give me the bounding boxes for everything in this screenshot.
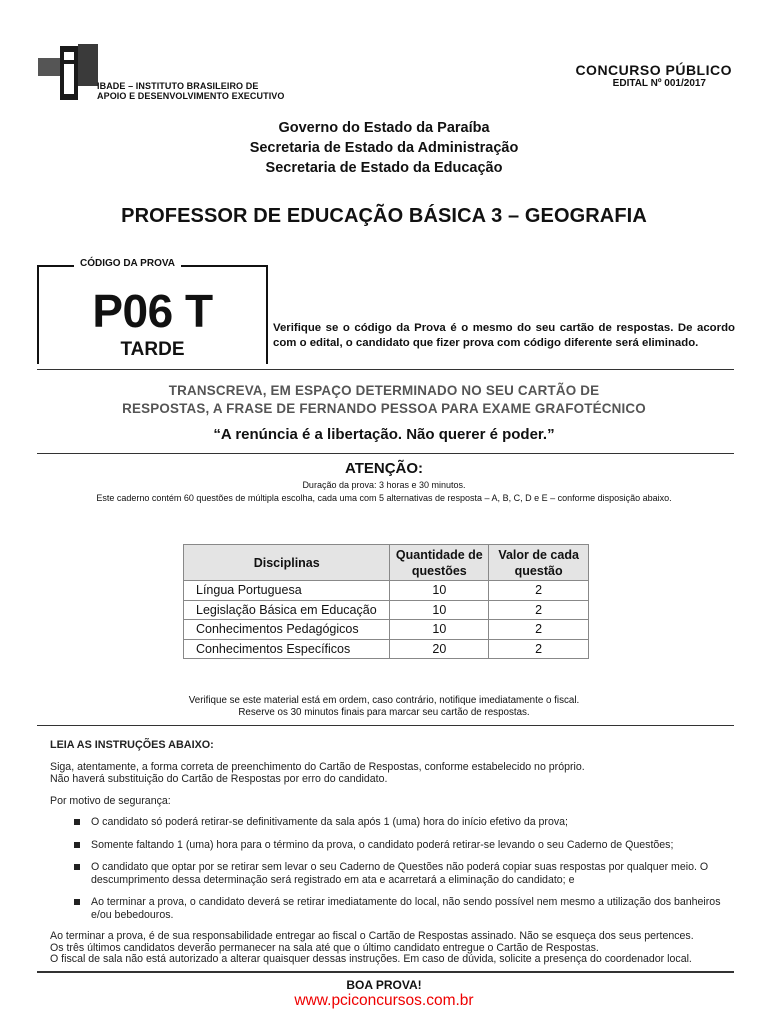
- institute-name-line1: IBADE – INSTITUTO BRASILEIRO DE: [97, 81, 259, 91]
- exam-code: P06 T: [92, 285, 213, 337]
- instructions-section: [50, 739, 730, 966]
- table-row: [184, 581, 589, 601]
- list-item: O candidato só poderá retirar-se definitivamente da sala após 1 (uma) hora do início efetivo da prova;: [74, 816, 730, 829]
- check-material-notice: [0, 695, 768, 719]
- table-cell: Conhecimentos Pedagógicos: [184, 620, 390, 640]
- divider: [37, 369, 734, 370]
- closing-line: O fiscal de sala não está autorizado a alterar quaisquer dessas instruções. Em caso de dúvida, solicite a presença do coordenador local.: [50, 953, 692, 965]
- table-cell: 2: [489, 620, 589, 640]
- security-heading: Por motivo de segurança:: [50, 794, 171, 807]
- transcribe-line1: TRANSCREVA, EM ESPAÇO DETERMINADO NO SEU CARTÃO DE: [168, 383, 600, 398]
- check-material-line2: Reserve os 30 minutos finais para marcar seu cartão de respostas.: [238, 707, 530, 718]
- government-line: Secretaria de Estado da Administração: [249, 140, 519, 156]
- instructions-closing: [50, 931, 730, 966]
- closing-line: Os três últimos candidatos deverão permanecer na sala até que o último candidato entregue o Cartão de Respostas.: [50, 941, 599, 954]
- government-line: Governo do Estado da Paraíba: [278, 120, 490, 136]
- instructions-intro2: Não haverá substituição do Cartão de Respostas por erro do candidato.: [50, 773, 388, 785]
- institute-name-line2: APOIO E DESENVOLVIMENTO EXECUTIVO: [97, 91, 285, 101]
- exam-code-label: CÓDIGO DA PROVA: [74, 258, 181, 269]
- ibade-logo-icon: [38, 44, 98, 100]
- table-header-row: [184, 545, 589, 581]
- table-cell: 20: [390, 639, 489, 659]
- transcribe-line2: RESPOSTAS, A FRASE DE FERNANDO PESSOA PARA EXAME GRAFOTÉCNICO: [122, 401, 646, 416]
- attention-title: ATENÇÃO:: [344, 460, 424, 477]
- good-luck: BOA PROVA!: [346, 978, 422, 992]
- government-line: Secretaria de Estado da Educação: [265, 160, 503, 176]
- exam-title: PROFESSOR DE EDUCAÇÃO BÁSICA 3 – GEOGRAFIA: [121, 205, 647, 227]
- table-cell: Conhecimentos Específicos: [184, 639, 390, 659]
- pessoa-quote: “A renúncia é a libertação. Não querer é poder.”: [213, 426, 555, 443]
- table-cell: Legislação Básica em Educação: [184, 600, 390, 620]
- closing-line: Ao terminar a prova, é de sua responsabilidade entregar ao fiscal o Cartão de Respostas assinado. Não se esqueça dos seus pertences.: [50, 930, 694, 942]
- table-cell: 10: [390, 581, 489, 601]
- table-header-cell: Disciplinas: [184, 545, 390, 581]
- instructions-intro: [50, 761, 730, 786]
- table-row: [184, 620, 589, 640]
- contest-header: [575, 62, 732, 89]
- table-header-cell: Valor de cada questão: [489, 545, 589, 581]
- table-cell: Língua Portuguesa: [184, 581, 390, 601]
- contest-title: CONCURSO PÚBLICO: [575, 62, 732, 78]
- instructions-intro1: Siga, atentamente, a forma correta de preenchimento do Cartão de Respostas, conforme estabelecido no próprio.: [50, 760, 585, 773]
- table-cell: 10: [390, 620, 489, 640]
- table-row: [184, 600, 589, 620]
- institute-name: [97, 81, 285, 101]
- list-item: O candidato que optar por se retirar sem levar o seu Caderno de Questões não poderá copiar suas respostas por qualquer meio. O descumprimento dessa determinação será registrado em ata e acarretará a eliminação do candidato; e: [74, 861, 730, 886]
- table-cell: 2: [489, 581, 589, 601]
- divider: [37, 971, 734, 973]
- check-material-line1: Verifique se este material está em ordem, caso contrário, notifique imediatamente o fiscal.: [188, 695, 580, 706]
- list-item: Ao terminar a prova, o candidato deverá se retirar imediatamente do local, não sendo possível nem mesmo a utilização dos banheiros e/ou bebedouros.: [74, 896, 730, 921]
- exam-shift: TARDE: [120, 339, 185, 360]
- divider: [37, 725, 734, 726]
- subjects-table: [183, 544, 589, 659]
- government-block: [0, 118, 768, 178]
- attention-details: [0, 479, 768, 505]
- source-site-link[interactable]: www.pciconcursos.com.br: [294, 992, 474, 1009]
- list-item: Somente faltando 1 (uma) hora para o término da prova, o candidato poderá retirar-se levando o seu Caderno de Questões;: [74, 839, 730, 852]
- transcribe-instruction: [0, 382, 768, 418]
- table-header-cell: Quantidade de questões: [390, 545, 489, 581]
- exam-duration: Duração da prova: 3 horas e 30 minutos.: [302, 480, 466, 490]
- exam-description: Este caderno contém 60 questões de múltipla escolha, cada uma com 5 alternativas de resposta – A, B, C, D e E – conforme disposição abaixo.: [96, 493, 672, 503]
- verify-code-notice: Verifique se o código da Prova é o mesmo do seu cartão de respostas. De acordo com o edital, o candidato que fizer prova com código diferente será eliminado.: [273, 322, 735, 349]
- divider: [37, 453, 734, 454]
- table-cell: 2: [489, 639, 589, 659]
- instructions-heading: LEIA AS INSTRUÇÕES ABAIXO:: [50, 739, 214, 751]
- table-row: [184, 639, 589, 659]
- security-list: [74, 816, 730, 921]
- table-cell: 2: [489, 600, 589, 620]
- table-cell: 10: [390, 600, 489, 620]
- edital-number: EDITAL Nº 001/2017: [612, 78, 706, 89]
